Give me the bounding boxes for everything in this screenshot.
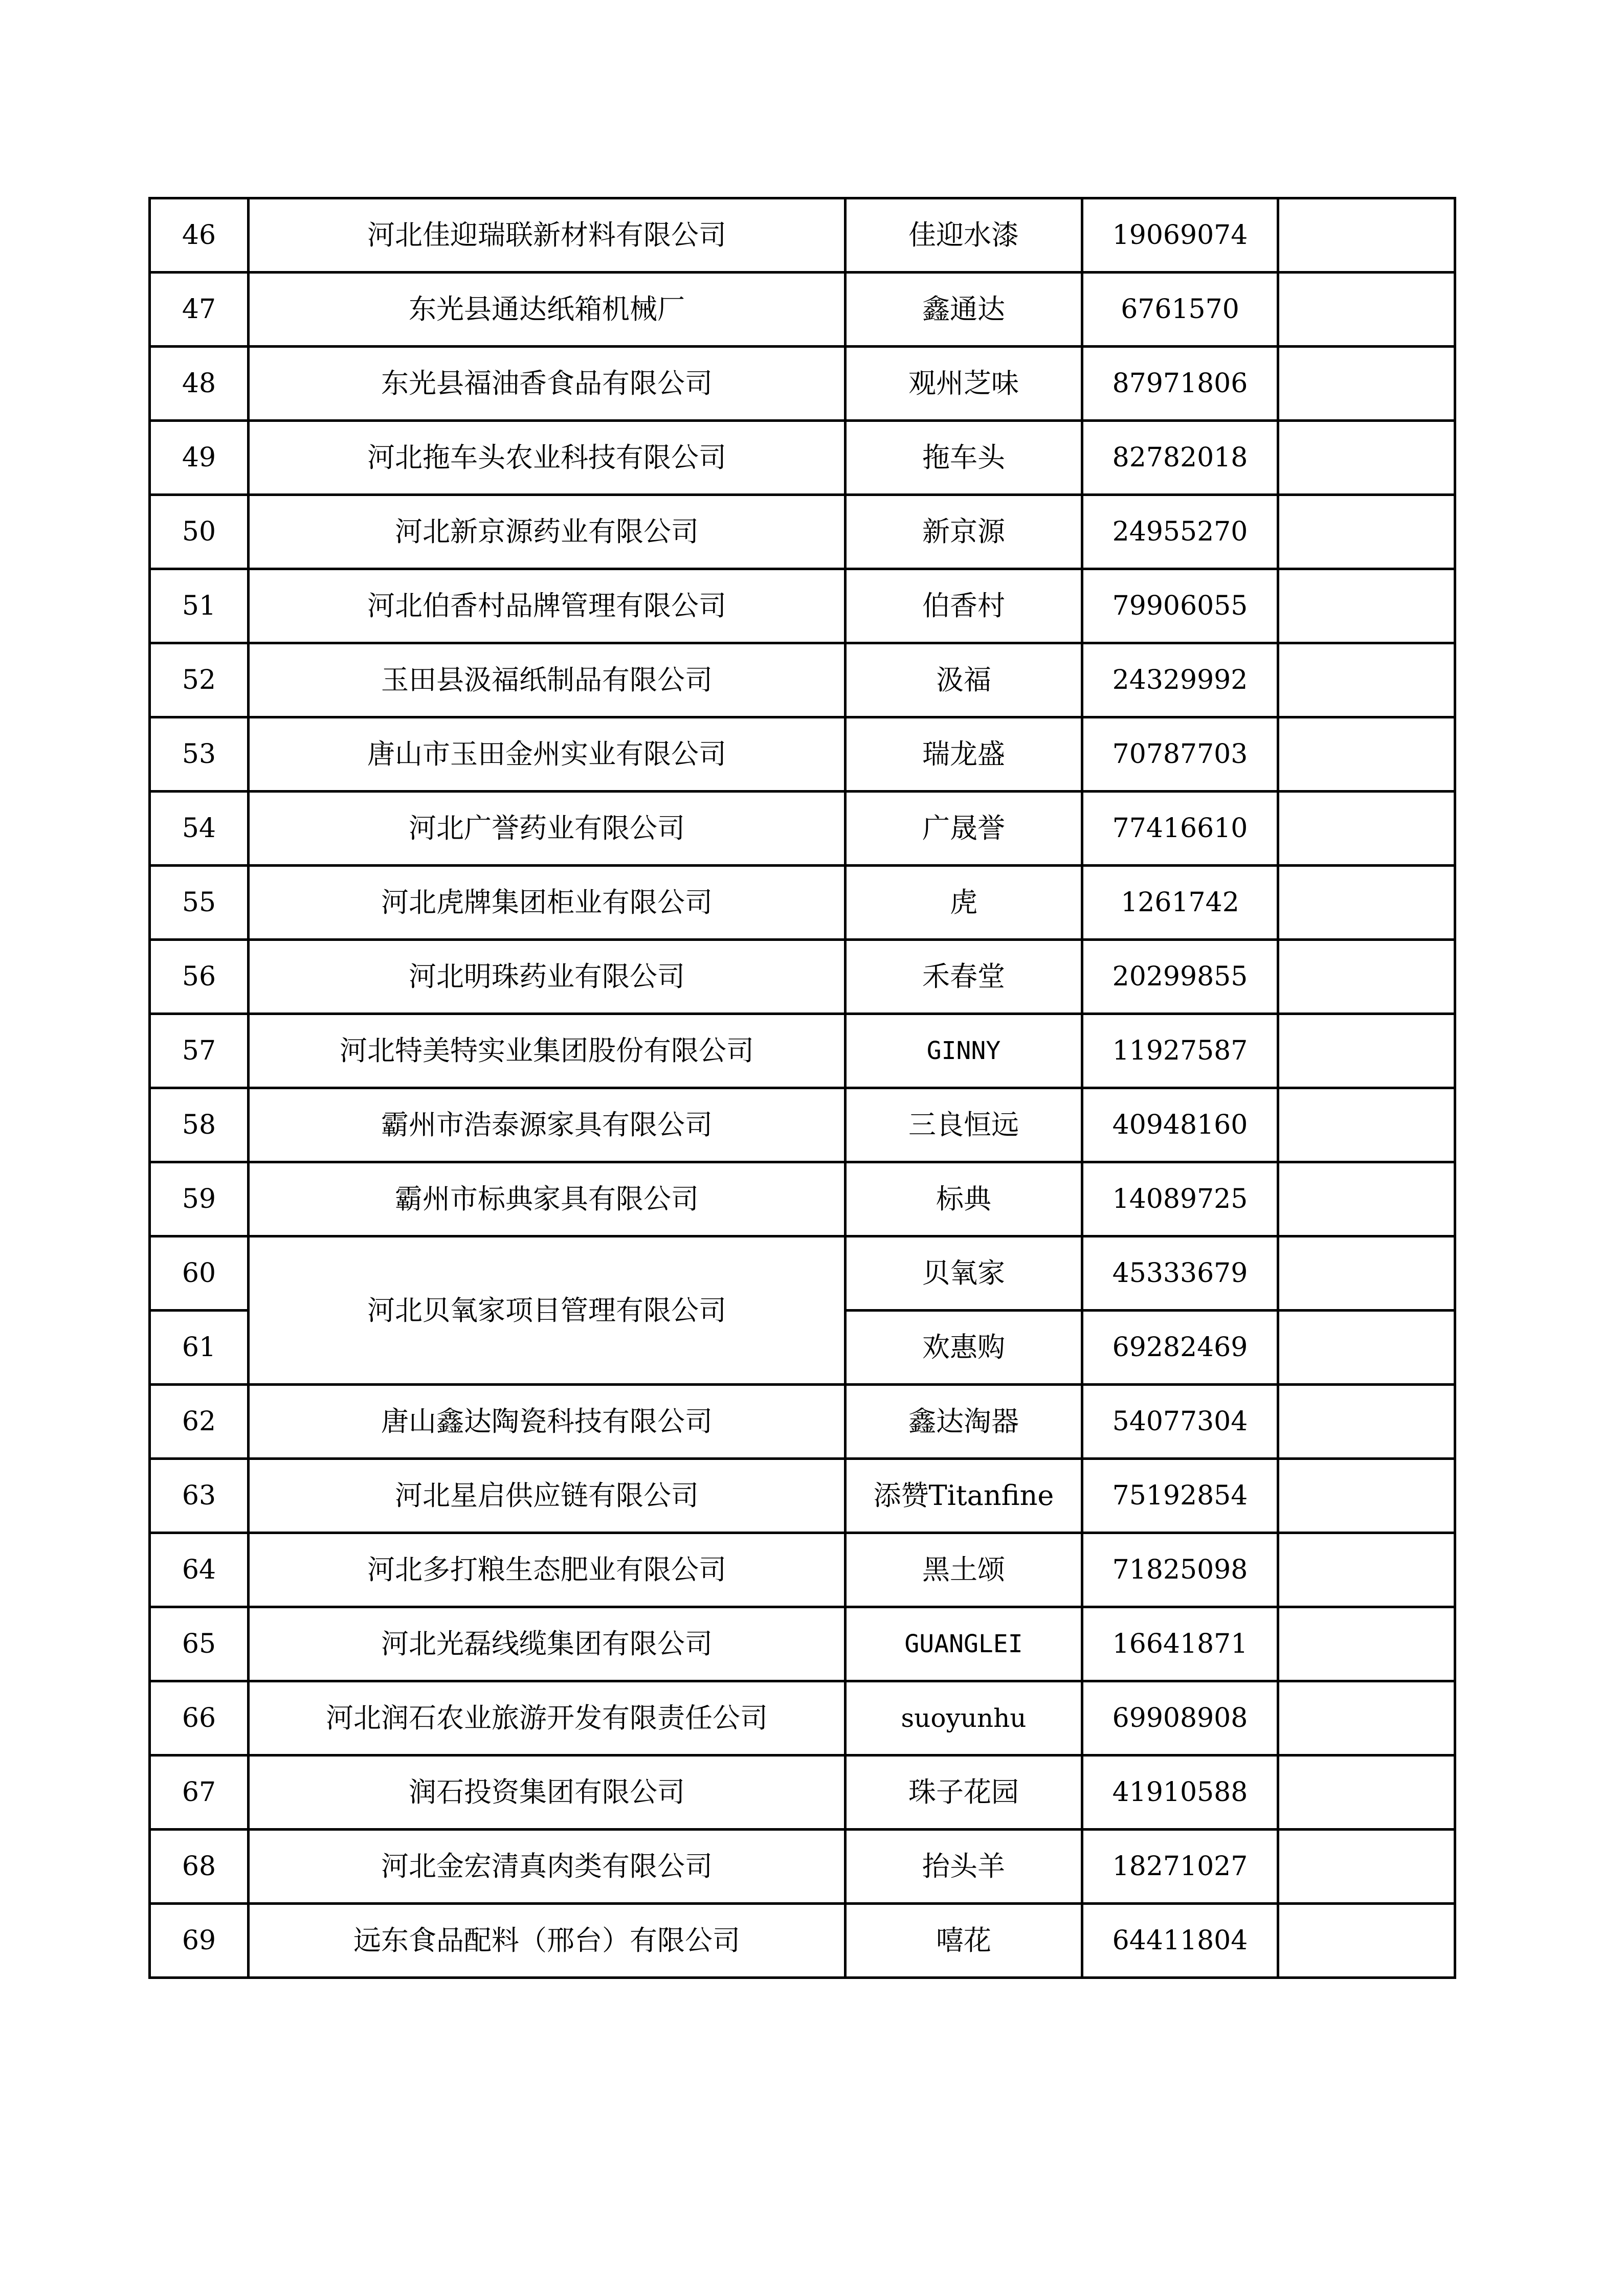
registration-number-cell: 11927587 [1082,1014,1278,1088]
trademark-cell: 虎 [846,866,1082,940]
trademark-cell: GUANGLEI [846,1607,1082,1681]
registration-number-cell: 71825098 [1082,1533,1278,1607]
note-cell [1278,1311,1455,1385]
trademark-cell: 标典 [846,1162,1082,1236]
company-name-cell: 东光县福油香食品有限公司 [249,347,846,421]
note-cell [1278,643,1455,717]
registration-number-cell: 69908908 [1082,1681,1278,1755]
row-number-cell: 52 [150,643,249,717]
note-cell [1278,1830,1455,1904]
company-name-cell: 河北星启供应链有限公司 [249,1459,846,1533]
company-name-cell: 霸州市标典家具有限公司 [249,1162,846,1236]
trademark-cell: 贝氧家 [846,1236,1082,1311]
trademark-cell: 添赞Titanfine [846,1459,1082,1533]
note-cell [1278,1459,1455,1533]
company-name-cell: 河北贝氧家项目管理有限公司 [249,1236,846,1385]
registration-number-cell: 69282469 [1082,1311,1278,1385]
company-name-cell: 河北拖车头农业科技有限公司 [249,421,846,495]
row-number-cell: 60 [150,1236,249,1311]
table-row [150,1236,1455,1311]
trademark-cell: 珠子花园 [846,1755,1082,1830]
table-row [150,198,1455,273]
table-body [150,198,1455,1978]
table-row [150,717,1455,792]
company-name-cell: 唐山鑫达陶瓷科技有限公司 [249,1385,846,1459]
table-row [150,1533,1455,1607]
note-cell [1278,1607,1455,1681]
trademark-cell: 伯香村 [846,569,1082,643]
note-cell [1278,717,1455,792]
row-number-cell: 58 [150,1088,249,1162]
row-number-cell: 51 [150,569,249,643]
company-name-cell: 河北伯香村品牌管理有限公司 [249,569,846,643]
registration-number-cell: 75192854 [1082,1459,1278,1533]
registration-number-cell: 41910588 [1082,1755,1278,1830]
row-number-cell: 48 [150,347,249,421]
table-row [150,495,1455,569]
row-number-cell: 56 [150,940,249,1014]
trademark-cell: 鑫通达 [846,273,1082,347]
table-row [150,1681,1455,1755]
company-name-cell: 河北佳迎瑞联新材料有限公司 [249,198,846,273]
note-cell [1278,1088,1455,1162]
row-number-cell: 65 [150,1607,249,1681]
table-row [150,1162,1455,1236]
trademark-cell: 拖车头 [846,421,1082,495]
company-name-cell: 河北虎牌集团柜业有限公司 [249,866,846,940]
company-name-cell: 润石投资集团有限公司 [249,1755,846,1830]
registration-number-cell: 24955270 [1082,495,1278,569]
row-number-cell: 59 [150,1162,249,1236]
trademark-cell: 抬头羊 [846,1830,1082,1904]
company-name-cell: 河北多打粮生态肥业有限公司 [249,1533,846,1607]
registration-number-cell: 79906055 [1082,569,1278,643]
company-name-cell: 河北特美特实业集团股份有限公司 [249,1014,846,1088]
table-row [150,1088,1455,1162]
trademark-cell: 佳迎水漆 [846,198,1082,273]
company-name-cell: 玉田县汲福纸制品有限公司 [249,643,846,717]
trademark-cell: 汲福 [846,643,1082,717]
registration-number-cell: 77416610 [1082,792,1278,866]
row-number-cell: 54 [150,792,249,866]
table-row [150,421,1455,495]
note-cell [1278,1681,1455,1755]
trademark-cell: 欢惠购 [846,1311,1082,1385]
note-cell [1278,1755,1455,1830]
note-cell [1278,866,1455,940]
row-number-cell: 64 [150,1533,249,1607]
trademark-cell: 瑞龙盛 [846,717,1082,792]
registration-number-cell: 1261742 [1082,866,1278,940]
table-row [150,273,1455,347]
table-row [150,1385,1455,1459]
note-cell [1278,495,1455,569]
company-name-cell: 东光县通达纸箱机械厂 [249,273,846,347]
table-row [150,1014,1455,1088]
company-name-cell: 远东食品配料（邢台）有限公司 [249,1904,846,1978]
company-name-cell: 河北润石农业旅游开发有限责任公司 [249,1681,846,1755]
registration-number-cell: 54077304 [1082,1385,1278,1459]
registration-number-cell: 70787703 [1082,717,1278,792]
trademark-cell: 广晟誉 [846,792,1082,866]
note-cell [1278,940,1455,1014]
row-number-cell: 47 [150,273,249,347]
table-row [150,643,1455,717]
row-number-cell: 68 [150,1830,249,1904]
company-name-cell: 河北广誉药业有限公司 [249,792,846,866]
note-cell [1278,569,1455,643]
registration-number-cell: 19069074 [1082,198,1278,273]
note-cell [1278,792,1455,866]
company-name-cell: 河北明珠药业有限公司 [249,940,846,1014]
trademark-cell: 三良恒远 [846,1088,1082,1162]
table-row [150,940,1455,1014]
trademark-table [148,197,1456,1979]
note-cell [1278,1162,1455,1236]
registration-number-cell: 40948160 [1082,1088,1278,1162]
note-cell [1278,273,1455,347]
row-number-cell: 57 [150,1014,249,1088]
registration-number-cell: 14089725 [1082,1162,1278,1236]
trademark-cell: 嘻花 [846,1904,1082,1978]
row-number-cell: 66 [150,1681,249,1755]
note-cell [1278,347,1455,421]
note-cell [1278,1904,1455,1978]
registration-number-cell: 64411804 [1082,1904,1278,1978]
table-row [150,1830,1455,1904]
table-row [150,792,1455,866]
registration-number-cell: 20299855 [1082,940,1278,1014]
note-cell [1278,1236,1455,1311]
table-row [150,569,1455,643]
note-cell [1278,1533,1455,1607]
row-number-cell: 50 [150,495,249,569]
trademark-cell: suoyunhu [846,1681,1082,1755]
row-number-cell: 67 [150,1755,249,1830]
note-cell [1278,198,1455,273]
registration-number-cell: 6761570 [1082,273,1278,347]
row-number-cell: 63 [150,1459,249,1533]
row-number-cell: 55 [150,866,249,940]
table-row [150,1904,1455,1978]
registration-number-cell: 82782018 [1082,421,1278,495]
registration-number-cell: 16641871 [1082,1607,1278,1681]
registration-number-cell: 87971806 [1082,347,1278,421]
note-cell [1278,421,1455,495]
row-number-cell: 46 [150,198,249,273]
trademark-cell: 新京源 [846,495,1082,569]
company-name-cell: 河北新京源药业有限公司 [249,495,846,569]
note-cell [1278,1014,1455,1088]
registration-number-cell: 18271027 [1082,1830,1278,1904]
company-name-cell: 霸州市浩泰源家具有限公司 [249,1088,846,1162]
row-number-cell: 53 [150,717,249,792]
row-number-cell: 61 [150,1311,249,1385]
table-row [150,1459,1455,1533]
registration-number-cell: 24329992 [1082,643,1278,717]
trademark-cell: 黑土颂 [846,1533,1082,1607]
trademark-cell: 观州芝味 [846,347,1082,421]
company-name-cell: 唐山市玉田金州实业有限公司 [249,717,846,792]
table-row [150,1755,1455,1830]
table-row [150,866,1455,940]
row-number-cell: 49 [150,421,249,495]
note-cell [1278,1385,1455,1459]
row-number-cell: 62 [150,1385,249,1459]
registration-number-cell: 45333679 [1082,1236,1278,1311]
table-row [150,347,1455,421]
table-row [150,1607,1455,1681]
row-number-cell: 69 [150,1904,249,1978]
company-name-cell: 河北光磊线缆集团有限公司 [249,1607,846,1681]
trademark-cell: 禾春堂 [846,940,1082,1014]
trademark-cell: GINNY [846,1014,1082,1088]
company-name-cell: 河北金宏清真肉类有限公司 [249,1830,846,1904]
trademark-cell: 鑫达淘器 [846,1385,1082,1459]
